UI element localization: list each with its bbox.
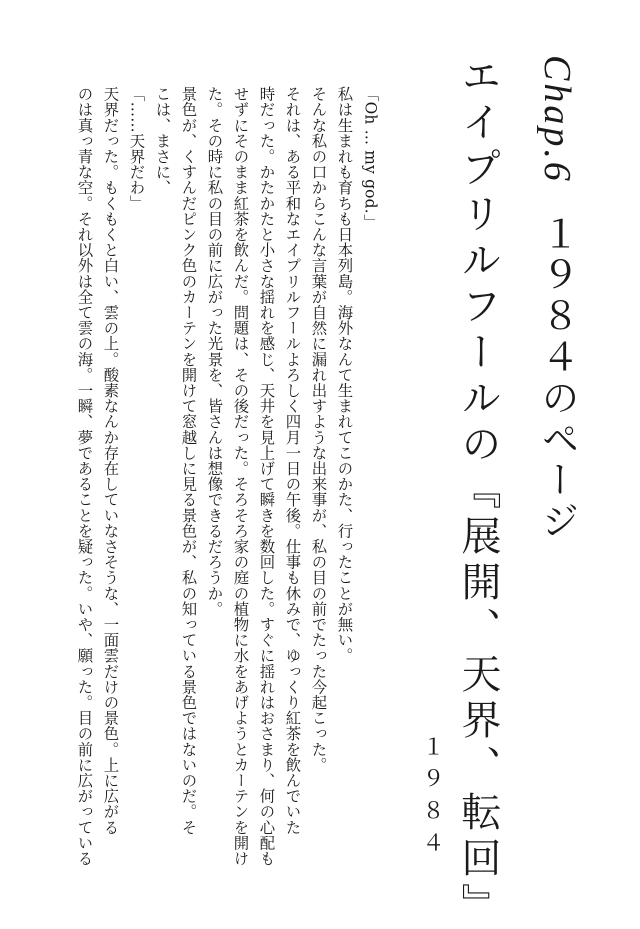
body-line: こは、まさに、 xyxy=(153,86,172,196)
body-line: 景色が、くすんだピンク色のカーテンを開けて窓越しに見る景色が、私の知っている景色ではないのだ。そ xyxy=(179,86,198,835)
body-line: せずにそのまま紅茶を飲んだ。問題は、その後だった。そろそろ家の庭の植物に水をあげようとカーテンを開け xyxy=(231,86,250,866)
body-line: 私は生まれも育ちも日本列島。海外なんて生まれてこのかた、行ったことが無い。 xyxy=(335,86,354,664)
body-line: 時だった。かたかたと小さな揺れを感じ、天井を見上げて瞬きを数回した。すぐに揺れはおさまり、何の心配も xyxy=(257,86,276,866)
chapter-title: １９８４のページ xyxy=(535,213,579,542)
body-line: それは、ある平和なエイプリルフールよろしく四月一日の午後。仕事も休みで、ゆっくり紅茶を飲んでいた xyxy=(283,86,302,835)
story-year: １９８４ xyxy=(419,735,444,863)
body-line: た。その時に私の目の前に広がった光景を、皆さんは想像できるだろうか。 xyxy=(205,86,224,617)
chapter-heading xyxy=(535,55,579,542)
body-line: のは真っ青な空。それ以外は全て雲の海。一瞬、夢であることを疑った。いや、願った。目の前に広がっている xyxy=(75,86,94,866)
body-line: そんな私の口からこんな言葉が自然に漏れ出すような出来事が、私の目の前でたった今起こった。 xyxy=(309,86,328,773)
body-line: 「……天界だわ」 xyxy=(127,86,146,211)
chapter-label: Chap.6 xyxy=(536,55,578,184)
story-title: エイプリルフールの『展開、天界、転回』 xyxy=(455,55,501,929)
body-line: 天界だった。もくもくと白い、雲の上。酸素なんか存在していなさそうな、一面雲だけの景色。上に広がる xyxy=(101,86,120,835)
body-line: 「Oh … my god.」 xyxy=(361,86,380,230)
